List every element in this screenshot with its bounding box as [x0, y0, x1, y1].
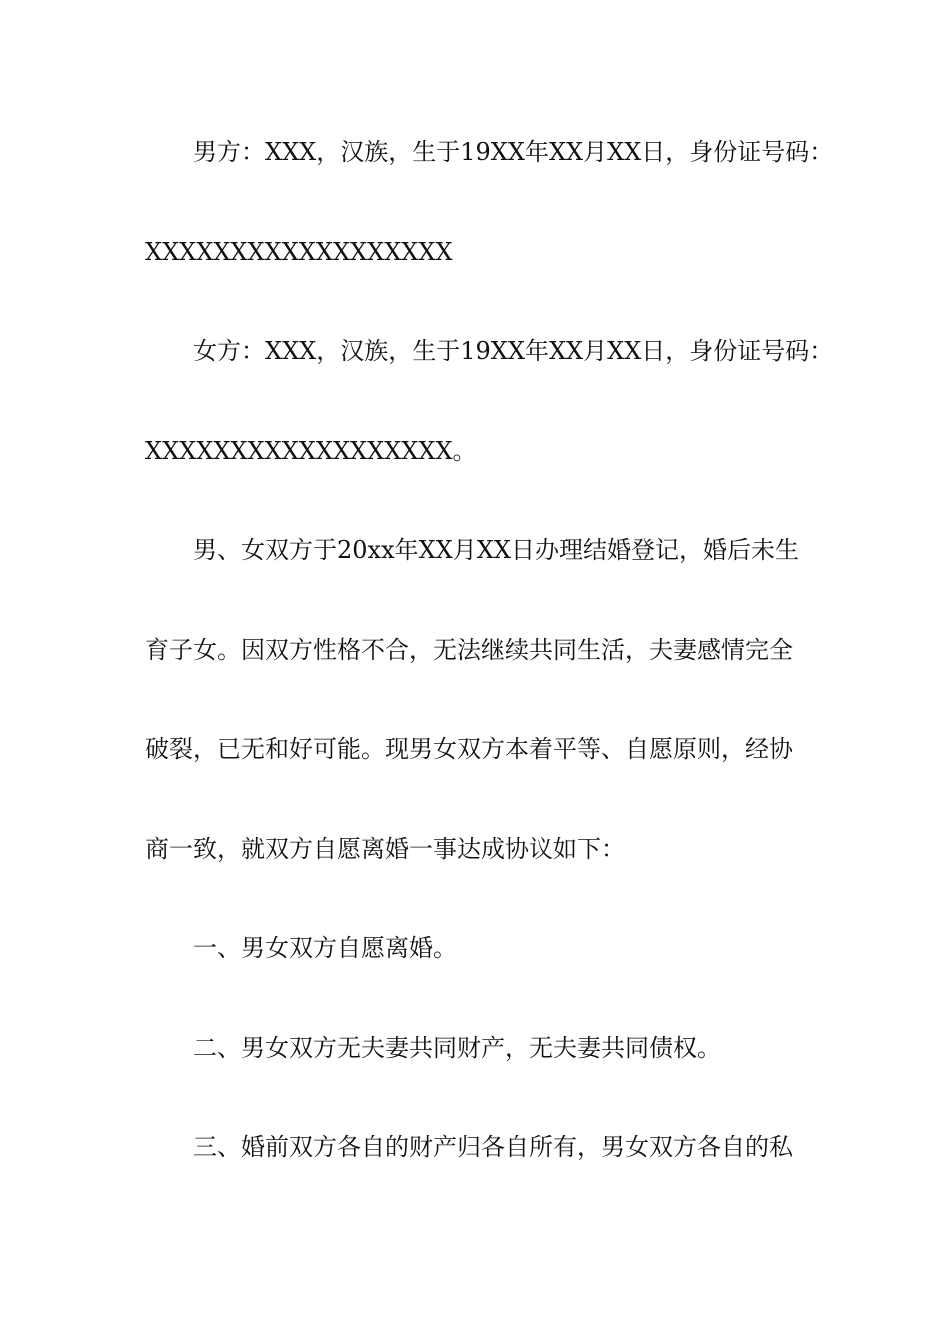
clause-3: 三、婚前双方各自的财产归各自所有，男女双方各自的私 [193, 1133, 793, 1161]
clause-2: 二、男女双方无夫妻共同财产，无夫妻共同债权。 [193, 1034, 721, 1062]
woman-id-number-line: XXXXXXXXXXXXXXXXXX。 [145, 437, 477, 465]
background-paragraph-line: 育子女。因双方性格不合，无法继续共同生活，夫妻感情完全 [145, 636, 793, 664]
clause-1: 一、男女双方自愿离婚。 [193, 934, 457, 962]
background-paragraph-line: 破裂，已无和好可能。现男女双方本着平等、自愿原则，经协 [145, 735, 793, 763]
man-info-line: 男方：XXX，汉族，生于19XX年XX月XX日，身份证号码： [193, 138, 834, 166]
background-paragraph-line: 商一致，就双方自愿离婚一事达成协议如下： [145, 835, 625, 863]
man-id-number-line: XXXXXXXXXXXXXXXXXX [145, 238, 453, 266]
background-paragraph-line: 男、女双方于20xx年XX月XX日办理结婚登记，婚后未生 [193, 536, 799, 564]
woman-info-line: 女方：XXX，汉族，生于19XX年XX月XX日，身份证号码： [193, 337, 834, 365]
